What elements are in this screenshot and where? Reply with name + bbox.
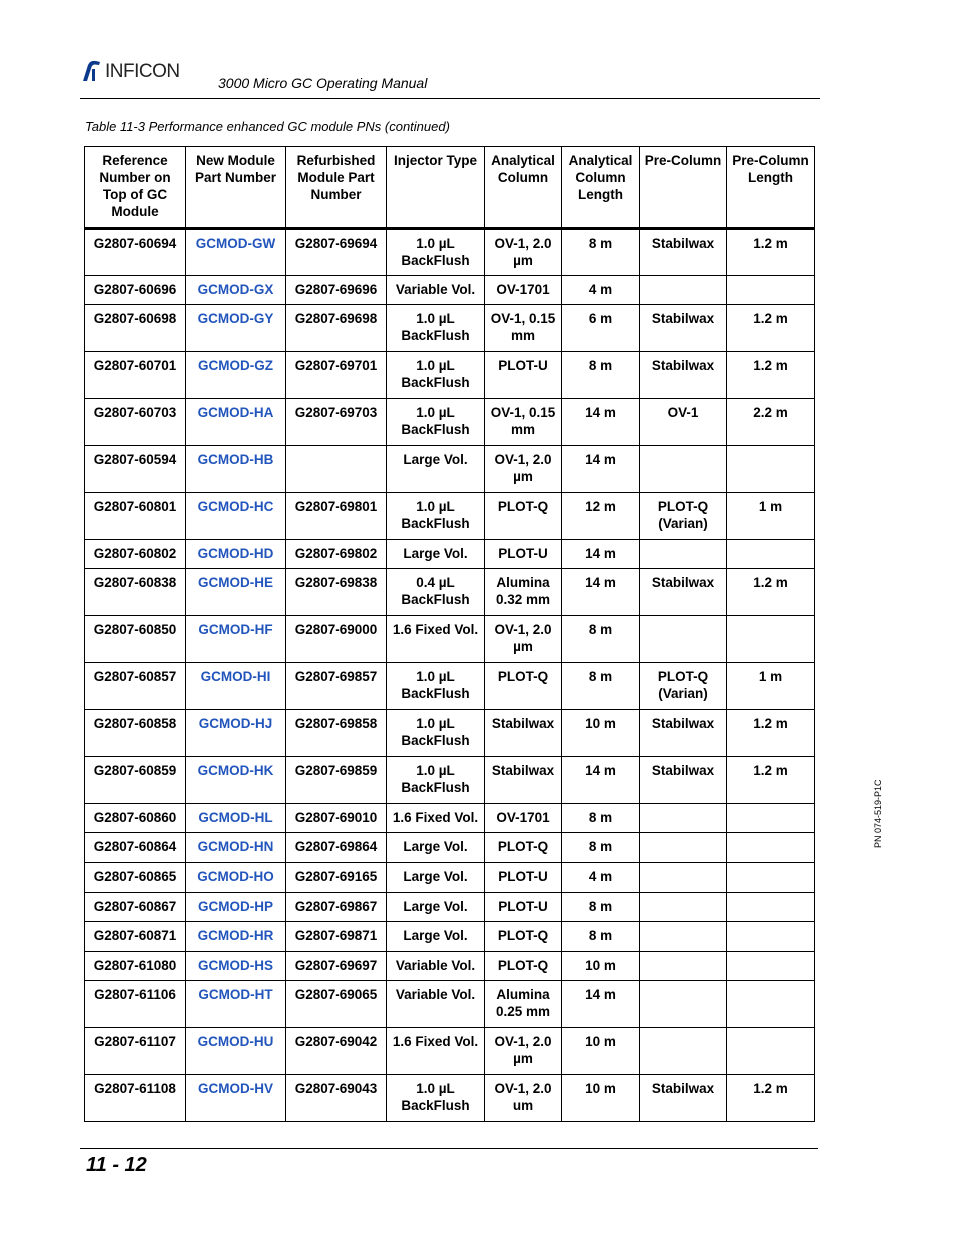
cell-refurbished-pn: G2807-69698 (286, 305, 387, 352)
table-row (85, 305, 815, 352)
cell-injector-type: 1.6 Fixed Vol. (387, 1028, 485, 1075)
cell-injector-type: Large Vol. (387, 893, 485, 922)
header-new-module-pn: New Module Part Number (186, 147, 286, 229)
cell-injector-type: 1.0 µL BackFlush (387, 229, 485, 276)
cell-new-module-pn[interactable]: GCMOD-HF (186, 616, 286, 663)
cell-pre-column-length: 1.2 m (727, 229, 815, 276)
cell-pre-column (640, 616, 727, 663)
cell-analytical-column: PLOT-Q (485, 493, 562, 540)
table-row (85, 757, 815, 804)
cell-analytical-column: OV-1, 0.15 mm (485, 399, 562, 446)
table-row (85, 446, 815, 493)
cell-refurbished-pn: G2807-69010 (286, 804, 387, 833)
cell-column-length: 14 m (562, 399, 640, 446)
cell-column-length: 8 m (562, 616, 640, 663)
table-row (85, 922, 815, 952)
cell-refurbished-pn: G2807-69871 (286, 922, 387, 952)
cell-new-module-pn[interactable]: GCMOD-HO (186, 863, 286, 893)
cell-new-module-pn[interactable]: GCMOD-GX (186, 276, 286, 305)
cell-pre-column-length: 1.2 m (727, 305, 815, 352)
cell-ref-number: G2807-60865 (85, 863, 186, 893)
cell-ref-number: G2807-60696 (85, 276, 186, 305)
header-rule (80, 98, 820, 99)
cell-new-module-pn[interactable]: GCMOD-HI (186, 663, 286, 710)
inficon-logo (80, 58, 180, 84)
cell-column-length: 10 m (562, 710, 640, 757)
header-pre-column-length: Pre-Column Length (727, 147, 815, 229)
table-row (85, 229, 815, 276)
cell-pre-column (640, 446, 727, 493)
table-header-row (85, 147, 815, 229)
cell-analytical-column: Alumina 0.32 mm (485, 569, 562, 616)
table-row (85, 981, 815, 1028)
cell-pre-column (640, 981, 727, 1028)
table-row (85, 352, 815, 399)
cell-column-length: 12 m (562, 493, 640, 540)
cell-refurbished-pn: G2807-69864 (286, 833, 387, 863)
cell-new-module-pn[interactable]: GCMOD-HP (186, 893, 286, 922)
table-row (85, 833, 815, 863)
table-row (85, 569, 815, 616)
cell-analytical-column: OV-1, 2.0 µm (485, 229, 562, 276)
cell-analytical-column: PLOT-U (485, 540, 562, 569)
cell-ref-number: G2807-61108 (85, 1075, 186, 1122)
cell-analytical-column: Alumina 0.25 mm (485, 981, 562, 1028)
cell-refurbished-pn: G2807-69701 (286, 352, 387, 399)
cell-analytical-column: PLOT-U (485, 863, 562, 893)
cell-pre-column (640, 1028, 727, 1075)
cell-new-module-pn[interactable]: GCMOD-GY (186, 305, 286, 352)
cell-analytical-column: OV-1701 (485, 276, 562, 305)
cell-ref-number: G2807-60850 (85, 616, 186, 663)
cell-pre-column (640, 922, 727, 952)
cell-injector-type: Large Vol. (387, 922, 485, 952)
page-number: 11 - 12 (86, 1154, 147, 1176)
cell-analytical-column: PLOT-U (485, 893, 562, 922)
cell-column-length: 10 m (562, 1075, 640, 1122)
cell-ref-number: G2807-60801 (85, 493, 186, 540)
cell-ref-number: G2807-61107 (85, 1028, 186, 1075)
table-row (85, 493, 815, 540)
table-row (85, 540, 815, 569)
cell-new-module-pn[interactable]: GCMOD-HE (186, 569, 286, 616)
cell-ref-number: G2807-60694 (85, 229, 186, 276)
cell-new-module-pn[interactable]: GCMOD-HK (186, 757, 286, 804)
cell-ref-number: G2807-60871 (85, 922, 186, 952)
cell-column-length: 14 m (562, 540, 640, 569)
cell-new-module-pn[interactable]: GCMOD-HJ (186, 710, 286, 757)
cell-analytical-column: OV-1, 2.0 µm (485, 1028, 562, 1075)
cell-injector-type: 1.0 µL BackFlush (387, 493, 485, 540)
cell-refurbished-pn: G2807-69042 (286, 1028, 387, 1075)
cell-ref-number: G2807-60858 (85, 710, 186, 757)
cell-column-length: 8 m (562, 229, 640, 276)
logo-text: INFICON (105, 60, 180, 82)
table-row (85, 893, 815, 922)
cell-ref-number: G2807-60867 (85, 893, 186, 922)
table-row (85, 952, 815, 981)
cell-column-length: 8 m (562, 833, 640, 863)
cell-new-module-pn[interactable]: GCMOD-HS (186, 952, 286, 981)
header-injector-type: Injector Type (387, 147, 485, 229)
cell-refurbished-pn: G2807-69859 (286, 757, 387, 804)
cell-pre-column (640, 893, 727, 922)
cell-pre-column (640, 804, 727, 833)
table-caption: Table 11-3 Performance enhanced GC module PNs (continued) (85, 119, 450, 134)
cell-pre-column (640, 833, 727, 863)
cell-new-module-pn[interactable]: GCMOD-GW (186, 229, 286, 276)
cell-refurbished-pn: G2807-69703 (286, 399, 387, 446)
cell-pre-column: PLOT-Q (Varian) (640, 663, 727, 710)
manual-title: 3000 Micro GC Operating Manual (218, 75, 428, 91)
cell-new-module-pn[interactable]: GCMOD-HD (186, 540, 286, 569)
cell-column-length: 14 m (562, 446, 640, 493)
cell-pre-column-length: 1 m (727, 663, 815, 710)
cell-injector-type: 0.4 µL BackFlush (387, 569, 485, 616)
cell-analytical-column: PLOT-Q (485, 833, 562, 863)
cell-new-module-pn[interactable]: GCMOD-HL (186, 804, 286, 833)
cell-refurbished-pn: G2807-69065 (286, 981, 387, 1028)
cell-injector-type: Large Vol. (387, 446, 485, 493)
cell-new-module-pn[interactable]: GCMOD-HT (186, 981, 286, 1028)
cell-pre-column: Stabilwax (640, 229, 727, 276)
cell-injector-type: 1.0 µL BackFlush (387, 399, 485, 446)
cell-pre-column: PLOT-Q (Varian) (640, 493, 727, 540)
cell-ref-number: G2807-60864 (85, 833, 186, 863)
header-pre-column: Pre-Column (640, 147, 727, 229)
cell-pre-column-length (727, 540, 815, 569)
cell-analytical-column: OV-1, 2.0 µm (485, 616, 562, 663)
cell-refurbished-pn: G2807-69000 (286, 616, 387, 663)
cell-column-length: 4 m (562, 863, 640, 893)
cell-injector-type: Large Vol. (387, 540, 485, 569)
cell-ref-number: G2807-60860 (85, 804, 186, 833)
cell-ref-number: G2807-61080 (85, 952, 186, 981)
cell-pre-column-length (727, 952, 815, 981)
cell-new-module-pn[interactable]: GCMOD-HV (186, 1075, 286, 1122)
cell-pre-column: Stabilwax (640, 305, 727, 352)
header-analytical-column: Analytical Column (485, 147, 562, 229)
header-analytical-column-length: Analytical Column Length (562, 147, 640, 229)
cell-refurbished-pn: G2807-69697 (286, 952, 387, 981)
cell-refurbished-pn (286, 446, 387, 493)
cell-injector-type: 1.0 µL BackFlush (387, 710, 485, 757)
cell-pre-column-length: 1.2 m (727, 569, 815, 616)
table-row (85, 1075, 815, 1122)
cell-refurbished-pn: G2807-69867 (286, 893, 387, 922)
table-row (85, 399, 815, 446)
cell-pre-column-length (727, 863, 815, 893)
cell-pre-column: Stabilwax (640, 710, 727, 757)
cell-pre-column-length: 1.2 m (727, 710, 815, 757)
cell-injector-type: Variable Vol. (387, 952, 485, 981)
document-part-number: PN 074-519-P1C (873, 779, 883, 848)
cell-injector-type: 1.0 µL BackFlush (387, 663, 485, 710)
cell-analytical-column: OV-1, 2.0 um (485, 1075, 562, 1122)
cell-pre-column-length: 1.2 m (727, 352, 815, 399)
cell-analytical-column: Stabilwax (485, 757, 562, 804)
cell-column-length: 8 m (562, 922, 640, 952)
cell-new-module-pn[interactable]: GCMOD-HR (186, 922, 286, 952)
cell-injector-type: Variable Vol. (387, 276, 485, 305)
cell-column-length: 14 m (562, 569, 640, 616)
cell-pre-column: Stabilwax (640, 1075, 727, 1122)
cell-pre-column: Stabilwax (640, 352, 727, 399)
cell-refurbished-pn: G2807-69165 (286, 863, 387, 893)
table-row (85, 863, 815, 893)
cell-pre-column-length (727, 922, 815, 952)
cell-column-length: 8 m (562, 663, 640, 710)
cell-pre-column-length (727, 276, 815, 305)
cell-pre-column-length: 1 m (727, 493, 815, 540)
cell-new-module-pn[interactable]: GCMOD-HC (186, 493, 286, 540)
cell-pre-column (640, 540, 727, 569)
cell-column-length: 8 m (562, 352, 640, 399)
cell-pre-column-length (727, 804, 815, 833)
cell-new-module-pn[interactable]: GCMOD-HU (186, 1028, 286, 1075)
cell-column-length: 10 m (562, 952, 640, 981)
cell-pre-column-length: 1.2 m (727, 1075, 815, 1122)
cell-pre-column-length (727, 616, 815, 663)
table-row (85, 710, 815, 757)
cell-ref-number: G2807-60701 (85, 352, 186, 399)
cell-pre-column: Stabilwax (640, 757, 727, 804)
cell-refurbished-pn: G2807-69043 (286, 1075, 387, 1122)
cell-analytical-column: Stabilwax (485, 710, 562, 757)
cell-new-module-pn[interactable]: GCMOD-HN (186, 833, 286, 863)
cell-pre-column (640, 863, 727, 893)
cell-injector-type: Large Vol. (387, 863, 485, 893)
cell-refurbished-pn: G2807-69858 (286, 710, 387, 757)
cell-pre-column-length: 1.2 m (727, 757, 815, 804)
table-row (85, 1028, 815, 1075)
table-row (85, 616, 815, 663)
cell-analytical-column: OV-1701 (485, 804, 562, 833)
table-row (85, 276, 815, 305)
cell-injector-type: 1.0 µL BackFlush (387, 757, 485, 804)
cell-ref-number: G2807-61106 (85, 981, 186, 1028)
cell-column-length: 8 m (562, 893, 640, 922)
cell-pre-column (640, 276, 727, 305)
cell-refurbished-pn: G2807-69694 (286, 229, 387, 276)
cell-analytical-column: OV-1, 2.0 µm (485, 446, 562, 493)
table-body (85, 229, 815, 1122)
cell-injector-type: Variable Vol. (387, 981, 485, 1028)
cell-column-length: 8 m (562, 804, 640, 833)
cell-column-length: 14 m (562, 981, 640, 1028)
cell-refurbished-pn: G2807-69857 (286, 663, 387, 710)
cell-ref-number: G2807-60838 (85, 569, 186, 616)
module-pn-table (84, 146, 815, 1122)
cell-pre-column-length (727, 1028, 815, 1075)
cell-new-module-pn[interactable]: GCMOD-HA (186, 399, 286, 446)
cell-pre-column: OV-1 (640, 399, 727, 446)
cell-ref-number: G2807-60857 (85, 663, 186, 710)
cell-injector-type: 1.0 µL BackFlush (387, 305, 485, 352)
cell-analytical-column: PLOT-U (485, 352, 562, 399)
cell-injector-type: 1.6 Fixed Vol. (387, 616, 485, 663)
cell-ref-number: G2807-60802 (85, 540, 186, 569)
cell-pre-column-length (727, 893, 815, 922)
cell-refurbished-pn: G2807-69838 (286, 569, 387, 616)
header-reference-number: Reference Number on Top of GC Module (85, 147, 186, 229)
cell-ref-number: G2807-60594 (85, 446, 186, 493)
cell-injector-type: Large Vol. (387, 833, 485, 863)
cell-analytical-column: PLOT-Q (485, 663, 562, 710)
cell-injector-type: 1.0 µL BackFlush (387, 352, 485, 399)
footer-rule (80, 1148, 818, 1149)
cell-pre-column-length (727, 446, 815, 493)
table-row (85, 804, 815, 833)
cell-pre-column: Stabilwax (640, 569, 727, 616)
cell-refurbished-pn: G2807-69801 (286, 493, 387, 540)
header-refurbished-pn: Refurbished Module Part Number (286, 147, 387, 229)
cell-column-length: 10 m (562, 1028, 640, 1075)
cell-analytical-column: OV-1, 0.15 mm (485, 305, 562, 352)
cell-new-module-pn[interactable]: GCMOD-HB (186, 446, 286, 493)
table-row (85, 663, 815, 710)
cell-injector-type: 1.0 µL BackFlush (387, 1075, 485, 1122)
cell-pre-column-length (727, 833, 815, 863)
inficon-logo-mark-icon (80, 59, 102, 83)
cell-ref-number: G2807-60698 (85, 305, 186, 352)
cell-pre-column-length (727, 981, 815, 1028)
cell-ref-number: G2807-60703 (85, 399, 186, 446)
cell-analytical-column: PLOT-Q (485, 922, 562, 952)
cell-refurbished-pn: G2807-69802 (286, 540, 387, 569)
cell-column-length: 14 m (562, 757, 640, 804)
cell-ref-number: G2807-60859 (85, 757, 186, 804)
cell-analytical-column: PLOT-Q (485, 952, 562, 981)
cell-column-length: 6 m (562, 305, 640, 352)
cell-injector-type: 1.6 Fixed Vol. (387, 804, 485, 833)
cell-pre-column (640, 952, 727, 981)
cell-new-module-pn[interactable]: GCMOD-GZ (186, 352, 286, 399)
cell-column-length: 4 m (562, 276, 640, 305)
cell-refurbished-pn: G2807-69696 (286, 276, 387, 305)
cell-pre-column-length: 2.2 m (727, 399, 815, 446)
